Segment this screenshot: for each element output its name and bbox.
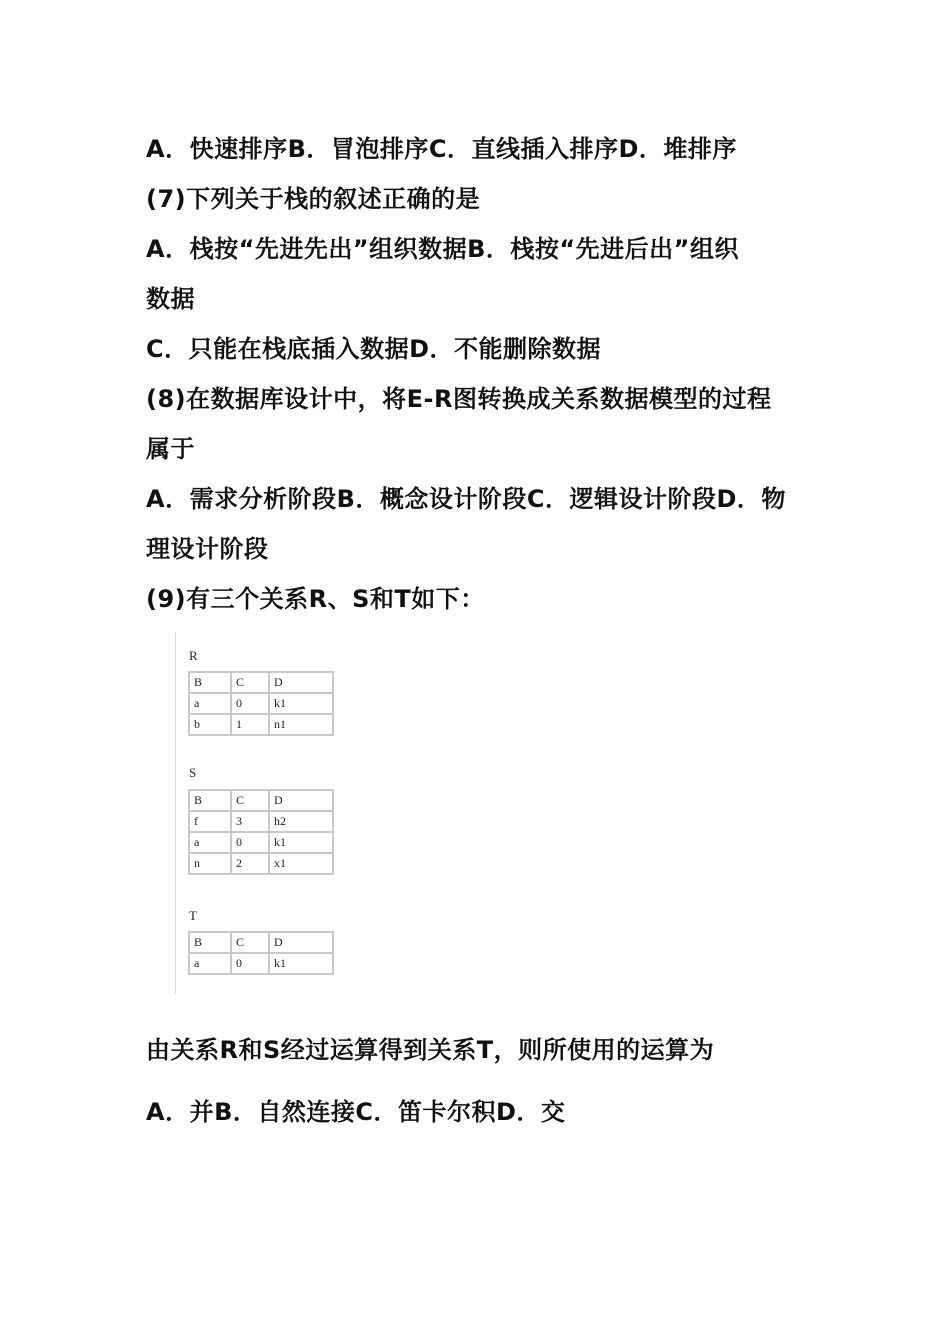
options-q7-line3: C．只能在栈底插入数据D．不能删除数据 — [146, 335, 602, 363]
table-cell: n1 — [269, 714, 333, 735]
table-cell: 0 — [231, 832, 269, 853]
table-cell: b — [189, 714, 231, 735]
table-cell: x1 — [269, 853, 333, 874]
table-cell: C — [231, 790, 269, 811]
table-row — [189, 953, 333, 974]
table-cell: B — [189, 932, 231, 953]
table-row — [189, 811, 333, 832]
table-cell: a — [189, 953, 231, 974]
table-cell: n — [189, 853, 231, 874]
relations-figure — [175, 632, 378, 994]
question-7: (7)下列关于栈的叙述正确的是 — [146, 185, 481, 213]
options-q7-line1: A．栈按“先进先出”组织数据B．栈按“先进后出”组织 — [146, 235, 739, 263]
table-cell: C — [231, 932, 269, 953]
table-header-row — [189, 672, 333, 693]
table-cell: 0 — [231, 693, 269, 714]
relation-s-name: S — [189, 765, 197, 780]
table-cell: 0 — [231, 953, 269, 974]
table-header-row — [189, 932, 333, 953]
options-q8-line2: 理设计阶段 — [146, 535, 269, 563]
table-cell: 2 — [231, 853, 269, 874]
question-9-stem: 由关系R和S经过运算得到关系T，则所使用的运算为 — [146, 1036, 715, 1064]
table-cell: k1 — [269, 693, 333, 714]
table-row — [189, 853, 333, 874]
question-8-line1: (8)在数据库设计中，将E-R图转换成关系数据模型的过程 — [146, 385, 772, 413]
table-row — [189, 693, 333, 714]
option-line-q6: A．快速排序B．冒泡排序C．直线插入排序D．堆排序 — [146, 135, 737, 163]
question-8-line2: 属于 — [146, 435, 195, 463]
table-cell: D — [269, 672, 333, 693]
relation-t-name: T — [189, 908, 197, 923]
relation-r-name: R — [189, 648, 198, 663]
options-q8-line1: A．需求分析阶段B．概念设计阶段C．逻辑设计阶段D．物 — [146, 485, 786, 513]
relation-r-table — [188, 671, 334, 736]
table-cell: C — [231, 672, 269, 693]
options-q9: A．并B．自然连接C．笛卡尔积D．交 — [146, 1098, 566, 1126]
table-cell: B — [189, 790, 231, 811]
table-header-row — [189, 790, 333, 811]
table-cell: f — [189, 811, 231, 832]
table-cell: 1 — [231, 714, 269, 735]
table-cell: k1 — [269, 953, 333, 974]
question-9: (9)有三个关系R、S和T如下： — [146, 585, 485, 613]
table-cell: a — [189, 693, 231, 714]
relation-t-table — [188, 931, 334, 975]
table-cell: B — [189, 672, 231, 693]
table-cell: D — [269, 790, 333, 811]
table-row — [189, 714, 333, 735]
table-cell: a — [189, 832, 231, 853]
table-cell: k1 — [269, 832, 333, 853]
table-row — [189, 832, 333, 853]
relation-s-table — [188, 789, 334, 875]
table-cell: D — [269, 932, 333, 953]
table-cell: h2 — [269, 811, 333, 832]
options-q7-line2: 数据 — [146, 285, 195, 313]
table-cell: 3 — [231, 811, 269, 832]
